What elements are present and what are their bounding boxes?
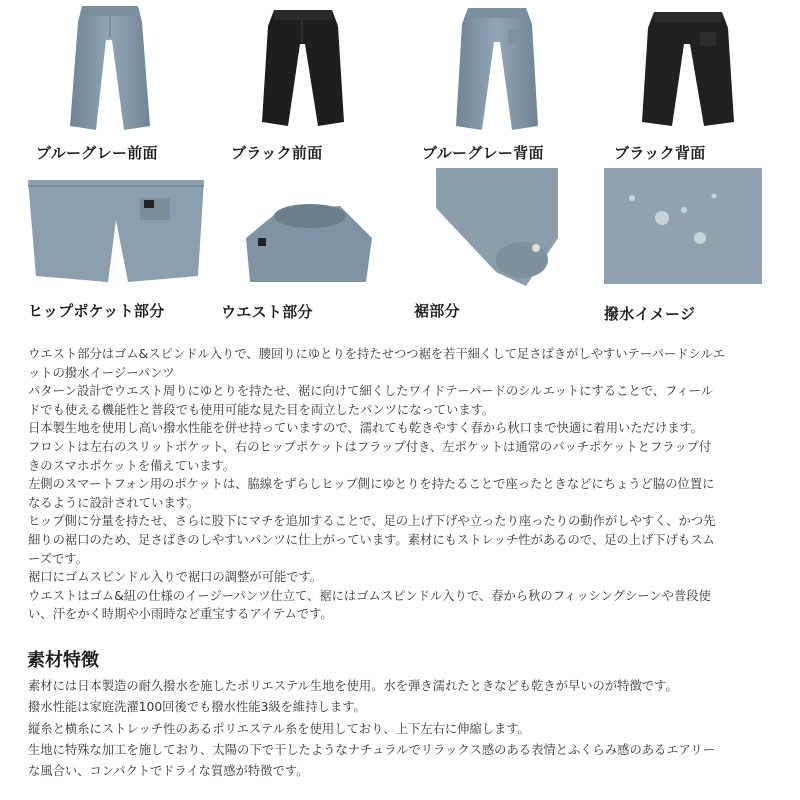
caption-bluegrey-front: ブルーグレー前面 [36, 144, 158, 162]
description-line: ウエストはゴム&紐の仕様のイージーパンツ仕立て、裾にはゴムスピンドル入りで、春から秋のフィッシングシーンや普段使 [28, 588, 711, 603]
description-line: なるように設計されています。 [28, 495, 200, 510]
material-line: 縦糸と横糸にストレッチ性のあるポリエステル糸を使用しており、上下左右に伸縮します。 [28, 721, 530, 736]
pants-front-bluegrey-icon [62, 4, 158, 136]
material-heading: 素材特徴 [27, 650, 99, 671]
material-line: 生地に特殊な加工を施しており、太陽の下で干したようなナチュラルでリラックス感のある表情とふくらみ感のあるエアリー [28, 742, 716, 757]
waist-detail-icon [240, 190, 376, 282]
material-line: 素材には日本製造の耐久撥水を施したポリエステル生地を使用。水を弾き濡れたときなども乾きが早いのが特徴です。 [28, 679, 678, 693]
pants-back-bluegrey-icon [452, 6, 544, 134]
photo-black-back [640, 10, 736, 130]
material-line: な風合い、コンパクトでドライな質感が特徴です。 [28, 764, 309, 779]
description-line: パターン設計でウエスト周りにゆとりを持たせ、裾に向けて細くしたワイドテーパードのシルエットにすることで、フィール [28, 384, 713, 399]
description-line: ットの撥水イージーパンツ [28, 365, 175, 380]
photo-hem [436, 168, 558, 286]
caption-black-back: ブラック背面 [614, 144, 706, 162]
pants-back-black-icon [640, 10, 736, 130]
hip-pocket-detail-icon [28, 180, 204, 282]
description-line: ドでも使える機能性と普段でも使用可能な見た目を両立したパンツになっています。 [28, 402, 495, 417]
photo-bluegrey-front [62, 4, 158, 136]
caption-hip-pocket: ヒップポケット部分 [28, 302, 165, 320]
caption-hem: 裾部分 [414, 302, 460, 320]
caption-water-repellent: 撥水イメージ [604, 305, 696, 323]
caption-black-front: ブラック前面 [231, 144, 323, 162]
hem-detail-icon [436, 168, 558, 286]
description-line: い、汗をかく時期や小雨時など重宝するアイテムです。 [28, 607, 333, 622]
description-line: ヒップ側に分量を持たせ、さらに股下にマチを追加することで、足の上げ下げや立ったり座ったりの動作がしやすく、かつ先 [28, 514, 716, 529]
photo-waist [240, 190, 376, 282]
caption-bluegrey-back: ブルーグレー背面 [422, 144, 544, 162]
description-line: きのスマホポケットを備えています。 [28, 458, 236, 473]
water-repellent-detail-icon [604, 168, 762, 284]
pants-front-black-icon [258, 8, 348, 134]
photo-bluegrey-back [452, 6, 544, 134]
description-line: フロントは左右のスリットポケット、右のヒップポケットはフラップ付き、左ポケットは通常のパッチポケットとフラップ付 [28, 439, 712, 454]
description-line: ウエスト部分はゴム&スピンドル入りで、腰回りにゆとりを持たせつつ裾を若干細くして足さばきがしやすいテーパードシルエ [28, 347, 726, 361]
material-line: 撥水性能は家庭洗濯100回後でも撥水性能3級を維持します。 [28, 700, 366, 715]
description-line: 日本製生地を使用し高い撥水性能を併せ持っていますので、濡れても乾きやすく春から秋口まで快適に着用いただけます。 [28, 421, 704, 436]
material-description [28, 676, 773, 782]
photo-hip-pocket [28, 180, 204, 282]
description-line: 裾口にゴムスピンドル入りで裾口の調整が可能です。 [28, 570, 323, 585]
product-description [28, 345, 773, 624]
photo-water-repellent [604, 168, 762, 284]
description-line: 左側のスマートフォン用のポケットは、脇線をずらしヒップ側にゆとりを持たることで座ったときなどにちょうど脇の位置に [28, 477, 715, 492]
description-line: 細りの裾口のため、足さばきのしやすいパンツに仕上がっています。素材にもストレッチ性があるので、足の上げ下げもスム [28, 532, 715, 547]
photo-black-front [258, 8, 348, 134]
description-line: ーズです。 [28, 551, 88, 566]
caption-waist: ウエスト部分 [221, 303, 313, 321]
